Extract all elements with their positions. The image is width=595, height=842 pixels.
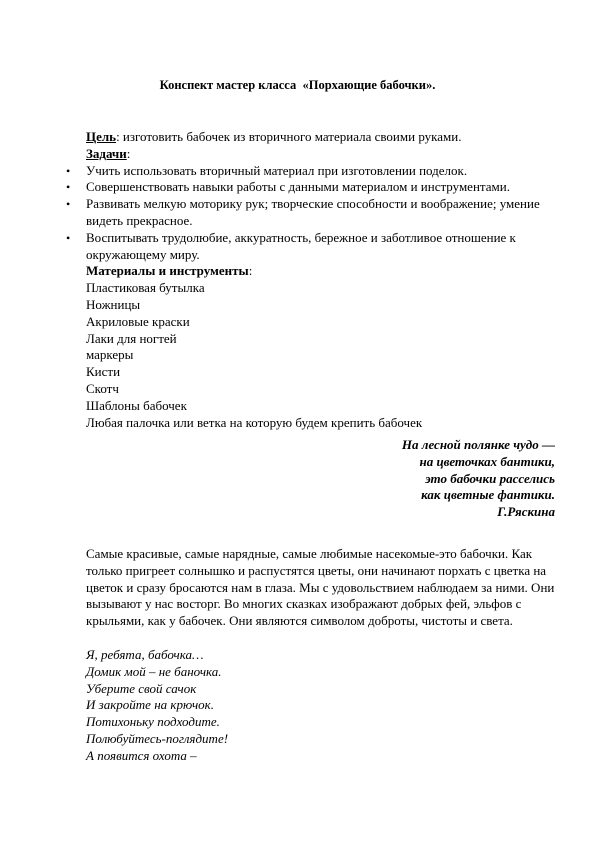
bullet-icon: • [66,197,71,212]
poem-line: Я, ребята, бабочка… [86,647,204,662]
poem-line: Домик мой – не баночка. [86,663,222,679]
list-item [66,229,556,264]
tasks-label: Задачи [86,145,127,161]
tasks-heading [86,146,556,163]
task-text: Учить использовать вторичный материал при изготовлении поделок. [86,162,468,178]
goal-section [66,129,556,431]
list-item: Пластиковая бутылка [86,280,205,296]
bullet-icon: • [66,180,71,195]
materials-colon: : [248,263,253,279]
poem-line: А появится охота – [86,747,197,763]
materials-list [86,280,556,431]
document-title: Конспект мастер класса «Порхающие бабочки». [159,78,436,92]
list-item: Скотч [86,380,119,396]
task-text: Воспитывать трудолюбие, аккуратность, бережное и заботливое отношение к окружающему миру. [86,229,516,262]
list-item: маркеры [86,347,134,363]
goal-text: : изготовить бабочек из вторичного материала своими руками. [116,129,462,144]
materials-heading [86,263,556,280]
list-item [66,162,556,180]
epigraph [402,437,555,521]
poem-line: И закройте на крючок. [86,697,215,713]
task-text: Совершенствовать навыки работы с данными материалом и инструментами. [86,179,510,195]
poem-line: Потихоньку подходите. [86,714,220,730]
epigraph-line: на цветочках бантики, [419,453,555,469]
epigraph-line: это бабочки расселись [425,470,555,486]
list-item [66,196,556,230]
goal-line [86,129,556,146]
list-item: Ножницы [86,296,141,312]
list-item: Акриловые краски [86,313,190,329]
list-item: Кисти [86,364,121,380]
list-item [66,179,556,196]
list-item: Шаблоны бабочек [86,397,187,413]
intro-paragraph: Самые красивые, самые нарядные, самые любимые насекомые-это бабочки. Как только пригреет солнышко и распустятся цветы, они начинают порхать с цветка на цветок и сразу бросаются нам в глаза. Мы с удовольствием наблюдаем за ними. Они вызывают у нас восторг. Во многих сказках изображают добрых фей, эльфов с крыльями, как у бабочек. Они являются символом доброты, чистоты и света. [86,546,555,629]
epigraph-author: Г.Ряскина [497,504,555,520]
materials-label: Материалы и инструменты [86,263,249,279]
epigraph-line: На лесной полянке чудо — [401,437,555,452]
tasks-list [66,162,556,264]
task-text: Развивать мелкую моторику рук; творческие способности и воображение; умение видеть прекрасное. [86,196,540,228]
list-item: Любая палочка или ветка на которую будем крепить бабочек [86,414,423,430]
epigraph-line: как цветные фантики. [421,487,555,503]
poem-line: Уберите свой сачок [86,680,197,696]
list-item: Лаки для ногтей [86,330,177,346]
bullet-icon: • [66,163,71,178]
bullet-icon: • [66,230,71,245]
tasks-colon: : [126,145,131,161]
poem-line: Полюбуйтесь-поглядите! [86,730,229,746]
poem [86,647,228,765]
goal-label: Цель [86,129,117,144]
